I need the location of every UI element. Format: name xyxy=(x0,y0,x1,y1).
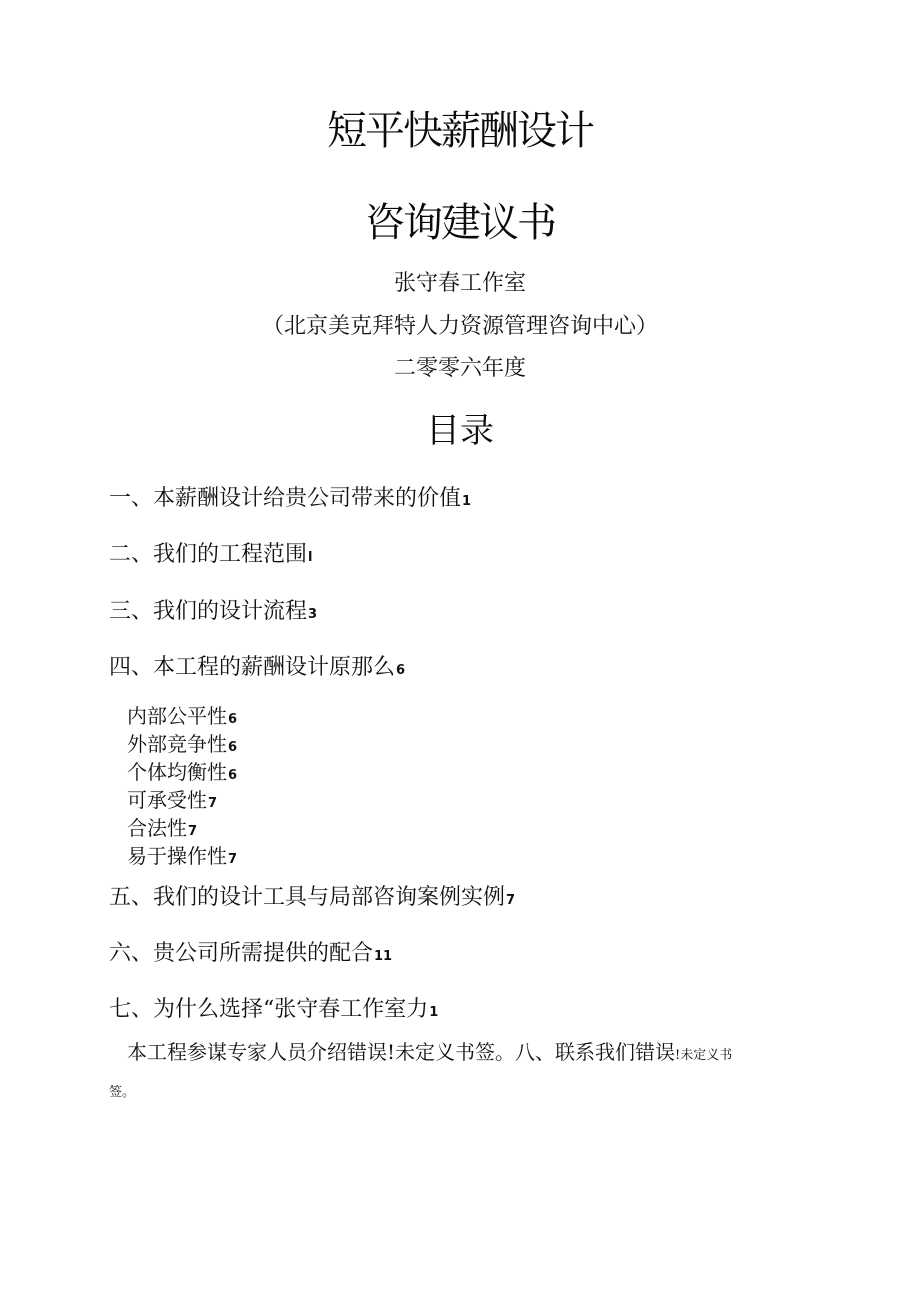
toc-item-page: 11 xyxy=(374,949,393,964)
toc-subitem-label: 易于操作性 xyxy=(127,844,227,868)
toc-paragraph-small: !未定义书 xyxy=(675,1048,733,1063)
toc-item-page: 1 xyxy=(429,1005,439,1020)
toc-subitem-page: 7 xyxy=(228,852,238,867)
toc-item-page: 1 xyxy=(462,494,472,509)
toc-item[interactable] xyxy=(109,601,317,623)
toc-subitem[interactable] xyxy=(127,734,237,754)
toc-item-page: 3 xyxy=(308,607,318,622)
toc-paragraph-continuation: 签。 xyxy=(109,1085,136,1100)
toc-item-label: 二、我们的工程范围 xyxy=(109,542,308,567)
toc-subitem-page: 7 xyxy=(188,824,198,839)
toc-item[interactable] xyxy=(109,943,392,965)
toc-subitem[interactable] xyxy=(127,790,217,810)
toc-subitem-page: 6 xyxy=(228,768,238,783)
toc-item[interactable] xyxy=(109,999,438,1021)
toc-heading: 目录 xyxy=(426,411,494,451)
toc-subitem-label: 外部竞争性 xyxy=(127,732,227,756)
toc-item-label: 七、为什么选择“张守春工作室力 xyxy=(109,997,429,1022)
toc-subitem[interactable] xyxy=(127,846,237,866)
toc-item-label: 三、我们的设计流程 xyxy=(109,599,308,624)
organization-name: （北京美克拜特人力资源管理咨询中心） xyxy=(261,314,658,339)
toc-item-page: l xyxy=(308,550,313,565)
toc-item-page: 6 xyxy=(396,663,406,678)
toc-paragraph-main: 本工程参谋专家人员介绍错误!未定义书签。八、联系我们错误 xyxy=(127,1040,676,1064)
toc-subitem[interactable] xyxy=(127,706,237,726)
toc-paragraph xyxy=(127,1042,732,1062)
toc-item-label: 一、本薪酬设计给贵公司带来的价值 xyxy=(109,486,462,511)
toc-item[interactable] xyxy=(109,544,312,566)
toc-item-label: 五、我们的设计工具与局部咨询案例实例 xyxy=(109,885,506,910)
toc-item[interactable] xyxy=(109,657,405,679)
toc-subitem-page: 6 xyxy=(228,740,238,755)
toc-item-label: 四、本工程的薪酬设计原那么 xyxy=(109,655,396,680)
document-year: 二零零六年度 xyxy=(393,356,526,381)
toc-item[interactable] xyxy=(109,887,515,909)
toc-subitem-label: 合法性 xyxy=(127,816,187,840)
toc-item-label: 六、贵公司所需提供的配合 xyxy=(109,941,374,966)
toc-subitem[interactable] xyxy=(127,818,197,838)
document-subtitle: 咨询建议书 xyxy=(365,200,555,246)
toc-subitem-page: 6 xyxy=(228,712,238,727)
document-title: 短平快薪酬设计 xyxy=(327,108,593,154)
toc-item[interactable] xyxy=(109,488,471,510)
toc-subitem-label: 个体均衡性 xyxy=(127,760,227,784)
toc-item-page: 7 xyxy=(506,893,516,908)
toc-subitem[interactable] xyxy=(127,762,237,782)
toc-subitem-label: 内部公平性 xyxy=(127,704,227,728)
studio-name: 张守春工作室 xyxy=(393,271,526,296)
toc-subitem-page: 7 xyxy=(208,796,218,811)
toc-subitem-label: 可承受性 xyxy=(127,788,207,812)
